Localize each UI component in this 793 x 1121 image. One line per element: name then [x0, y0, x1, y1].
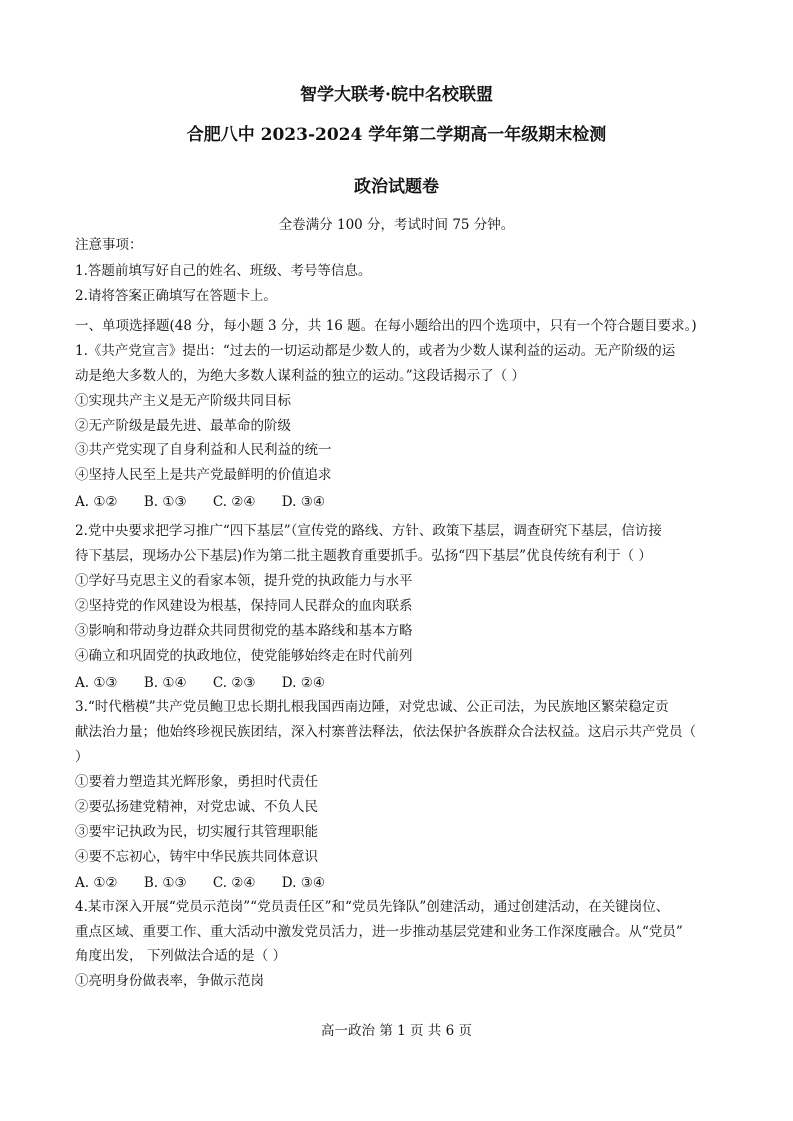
question-1-item: ④坚持人民至上是共产党最鲜明的价值追求 [75, 467, 332, 483]
question-4-item: ①亮明身份做表率，争做示范岗 [75, 973, 264, 989]
question-2-item: ③影响和带动身边群众共同贯彻党的基本路线和基本方略 [75, 623, 413, 639]
option-d: D. ②④ [281, 675, 325, 691]
question-1-item: ③共产党实现了自身利益和人民利益的统一 [75, 442, 332, 458]
question-1-item: ①实现共产主义是无产阶级共同目标 [75, 393, 291, 409]
option-a: A. ①② [75, 494, 118, 510]
question-2-item: ①学好马克思主义的看家本领，提升党的执政能力与水平 [75, 573, 413, 589]
exam-title-line1: 智学大联考·皖中名校联盟 [300, 85, 493, 105]
exam-subtitle: 全卷满分 100 分，考试时间 75 分钟。 [278, 217, 515, 233]
exam-title-subject: 政治试题卷 [354, 177, 439, 197]
page-footer: 高一政治 第 1 页 共 6 页 [321, 1023, 472, 1039]
option-c: C. ②④ [212, 494, 256, 510]
option-b: B. ①③ [143, 494, 187, 510]
option-a: A. ①③ [75, 675, 118, 691]
question-3-stem: ） [75, 749, 89, 765]
option-c: C. ②④ [212, 875, 256, 891]
notes-item: 2.请将答案正确填写在答题卡上。 [75, 288, 277, 304]
option-d: D. ③④ [281, 494, 325, 510]
question-2-stem: 2.党中央要求把学习推广“四下基层”（宣传党的路线、方针、政策下基层，调查研究下基层，信访接 [75, 523, 662, 539]
question-4-stem: 角度出发， 下列做法合适的是（ ） [75, 948, 287, 964]
question-1-item: ②无产阶级是最先进、最革命的阶级 [75, 418, 291, 434]
question-2-item: ②坚持党的作风建设为根基，保持同人民群众的血肉联系 [75, 598, 413, 614]
question-3-item: ①要着力塑造其光辉形象，勇担时代责任 [75, 774, 318, 790]
question-3-stem: 3.“时代楷模”共产党员鲍卫忠长期扎根我国西南边陲，对党忠诚、公正司法，为民族地区繁荣稳定贡 [75, 699, 669, 715]
question-1-stem: 动是绝大多数人的，为绝大多数人谋利益的独立的运动。”这段话揭示了（ ） [75, 368, 525, 384]
option-a: A. ①② [75, 875, 118, 891]
option-b: B. ①③ [143, 875, 187, 891]
section-heading: 一、单项选择题(48 分，每小题 3 分，共 16 题。在每小题给出的四个选项中，只有一个符合题目要求。) [75, 318, 697, 334]
question-4-stem: 重点区域、重要工作、重大活动中激发党员活力，进一步推动基层党建和业务工作深度融合。从“党员” [75, 924, 683, 940]
question-3-stem: 献法治力量；他始终珍视民族团结，深入村寨普法释法，依法保护各族群众合法权益。这启示共产党员（ [75, 724, 696, 740]
question-2-stem: 待下基层，现场办公下基层)作为第二批主题教育重要抓手。弘扬“四下基层”优良传统有利于（ ） [75, 548, 652, 564]
question-1-options [75, 493, 347, 511]
question-1-stem: 1.《共产党宣言》提出：“过去的一切运动都是少数人的，或者为少数人谋利益的运动。无产阶级的运 [75, 343, 676, 359]
notes-heading: 注意事项： [75, 237, 143, 253]
question-3-item: ④要不忘初心，铸牢中华民族共同体意识 [75, 849, 318, 865]
question-3-item: ③要牢记执政为民，切实履行其管理职能 [75, 824, 318, 840]
question-2-options [75, 674, 347, 692]
option-d: D. ③④ [281, 875, 325, 891]
question-2-item: ④确立和巩固党的执政地位，使党能够始终走在时代前列 [75, 648, 413, 664]
notes-item: 1.答题前填写好自己的姓名、班级、考号等信息。 [75, 263, 372, 279]
option-b: B. ①④ [143, 675, 187, 691]
question-3-item: ②要弘扬建党精神，对党忠诚、不负人民 [75, 799, 318, 815]
option-c: C. ②③ [212, 675, 256, 691]
question-3-options [75, 874, 347, 892]
question-4-stem: 4.某市深入开展“党员示范岗”“党员责任区”和“党员先锋队”创建活动，通过创建活动，在关键岗位、 [75, 899, 670, 915]
exam-title-line2: 合肥八中 2023-2024 学年第二学期高一年级期末检测 [186, 125, 607, 145]
